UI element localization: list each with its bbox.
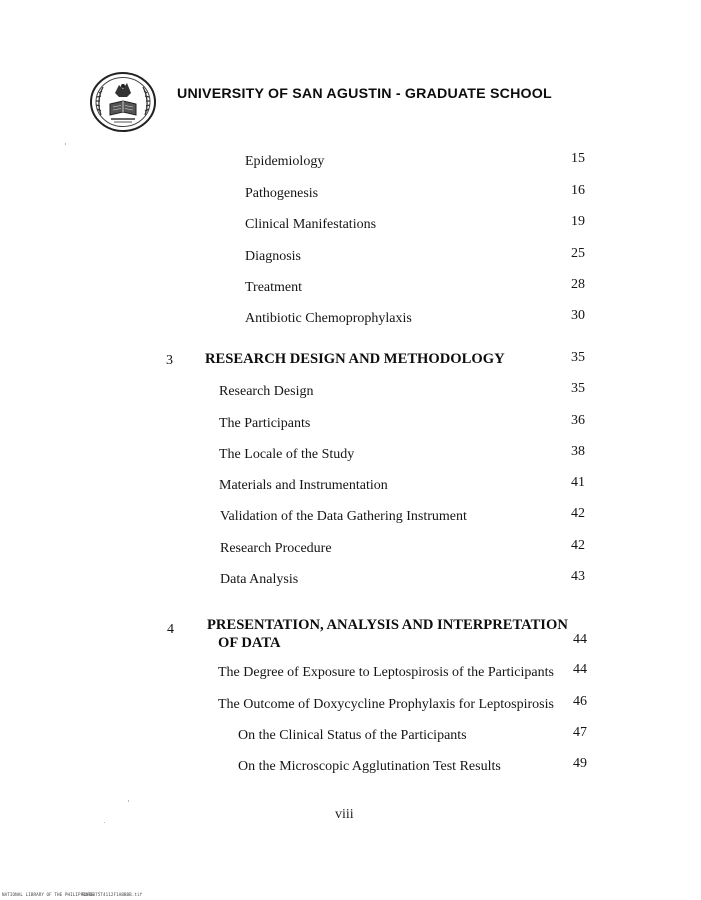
toc-entry-label: Research Design [219, 384, 314, 399]
toc-entry-page: 38 [571, 444, 585, 459]
toc-entry-page: 42 [571, 506, 585, 521]
toc-entry-label: Materials and Instrumentation [219, 478, 388, 493]
toc-entry-page: 25 [571, 246, 585, 261]
toc-subentry-label: On the Microscopic Agglutination Test Results [238, 759, 501, 774]
toc-subentry-label: On the Clinical Status of the Participants [238, 728, 467, 743]
toc-entry-page: 41 [571, 475, 585, 490]
toc-subentry-page: 49 [573, 756, 587, 771]
toc-entry-page: 42 [571, 538, 585, 553]
toc-entry-page: 35 [571, 381, 585, 396]
toc-entry-page: 19 [571, 214, 585, 229]
footer-file-id: 8LP0075T4112F1ABBBB.tif [82, 892, 143, 897]
header-title: UNIVERSITY OF SAN AGUSTIN - GRADUATE SCHOOL [177, 86, 552, 102]
toc-entry-label: Treatment [245, 280, 303, 295]
university-seal-logo [89, 71, 157, 133]
footer-library-stamp: NATIONAL LIBRARY OF THE PHILIPPINES [2, 892, 94, 897]
toc-entry-label: Antibiotic Chemoprophylaxis [245, 311, 412, 326]
toc-entry-page: 16 [571, 183, 585, 198]
toc-entry-label: Data Analysis [220, 572, 299, 587]
toc-subentry-page: 47 [573, 725, 587, 740]
toc-entry-label: Epidemiology [245, 154, 325, 169]
toc-entry-label: Research Procedure [220, 541, 332, 556]
chapter-title-line2: OF DATA [218, 635, 281, 651]
toc-entry-label: The Locale of the Study [219, 447, 355, 462]
chapter-title: RESEARCH DESIGN AND METHODOLOGY [205, 351, 505, 367]
chapter-number: 4 [167, 622, 174, 637]
chapter-number: 3 [166, 353, 173, 368]
toc-entry-page: 15 [571, 151, 585, 166]
scan-speck [104, 822, 105, 823]
toc-entry-label: Validation of the Data Gathering Instrument [220, 509, 467, 524]
toc-entry-page: 30 [571, 308, 585, 323]
toc-entry-label: The Outcome of Doxycycline Prophylaxis for Leptospirosis [218, 697, 554, 712]
toc-entry-page: 28 [571, 277, 585, 292]
page-number: viii [335, 807, 354, 822]
toc-entry-page: 36 [571, 413, 585, 428]
scan-speck [65, 143, 66, 145]
chapter-title-line1: PRESENTATION, ANALYSIS AND INTERPRETATION [207, 617, 568, 633]
chapter-page: 44 [573, 632, 587, 647]
toc-entry-page: 43 [571, 569, 585, 584]
toc-entry-label: The Degree of Exposure to Leptospirosis of the Participants [218, 665, 554, 680]
scan-speck [128, 800, 129, 802]
toc-entry-label: Pathogenesis [245, 186, 319, 201]
toc-entry-page: 44 [573, 662, 587, 677]
toc-entry-label: Clinical Manifestations [245, 217, 377, 232]
toc-entry-page: 46 [573, 694, 587, 709]
toc-entry-label: Diagnosis [245, 249, 301, 264]
chapter-page: 35 [571, 350, 585, 365]
toc-entry-label: The Participants [219, 416, 311, 431]
